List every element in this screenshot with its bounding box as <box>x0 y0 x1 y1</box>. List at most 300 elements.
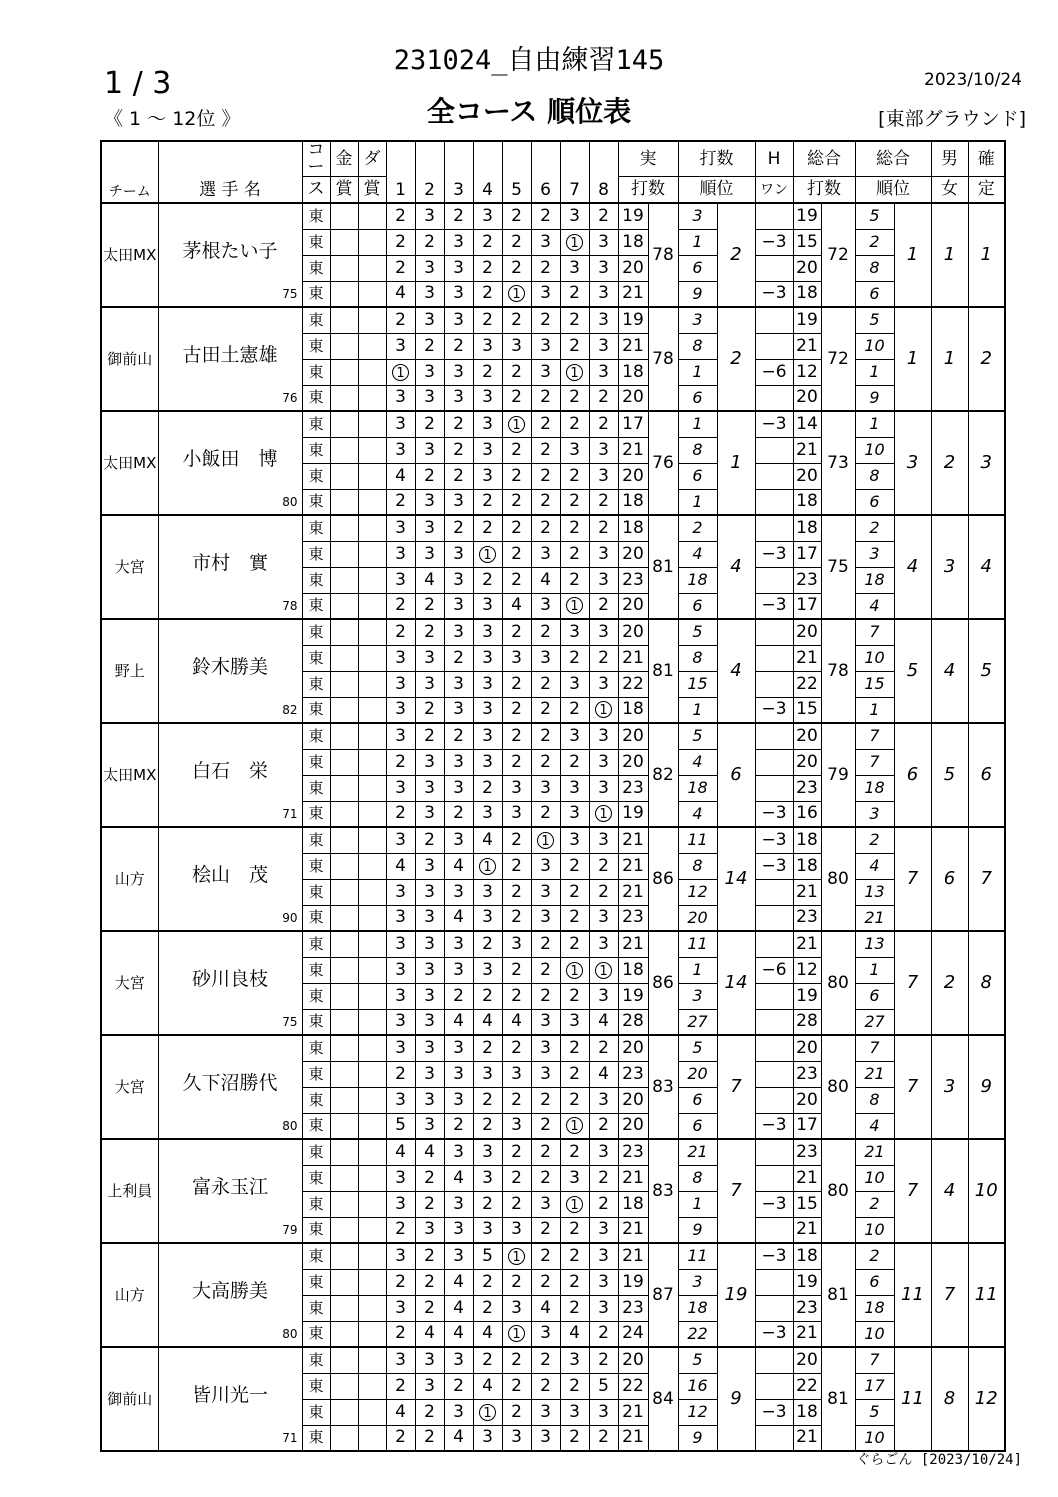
net-score: 23 <box>793 775 821 801</box>
hole-score-value: 2 <box>569 647 580 668</box>
hole-score-value: 2 <box>511 387 522 408</box>
hole-score <box>386 1321 415 1347</box>
hole-score <box>473 827 502 853</box>
hole-score-value: 2 <box>424 1297 435 1318</box>
team-name: 野上 <box>101 619 158 723</box>
hole-score-value: 3 <box>453 673 464 694</box>
hole-score <box>589 801 618 827</box>
actual-strokes: 86 <box>648 931 678 1035</box>
hole-score-value: 3 <box>598 543 609 564</box>
hole-in-one-bonus <box>755 1139 793 1165</box>
hole-score-value: 3 <box>395 569 406 590</box>
da-award-cell <box>358 1009 386 1035</box>
stroke-rank: 2 <box>717 307 755 411</box>
hole-score-value: 4 <box>395 855 406 876</box>
hole-score <box>473 1139 502 1165</box>
gold-award-cell <box>330 1243 358 1269</box>
da-award-cell <box>358 697 386 723</box>
da-award-cell <box>358 1295 386 1321</box>
hole-score <box>444 983 473 1009</box>
hole-score-value: 4 <box>453 1323 464 1344</box>
hole-score <box>531 359 560 385</box>
net-rank: 4 <box>855 1113 894 1139</box>
hole-score <box>560 359 589 385</box>
round-rank: 3 <box>678 1269 717 1295</box>
col-strokes-top: 打数 <box>678 141 755 177</box>
hole-score <box>386 1087 415 1113</box>
hole-score-value: 3 <box>395 439 406 460</box>
col-hole-1: 1 <box>386 141 415 203</box>
net-rank: 2 <box>855 1191 894 1217</box>
net-rank: 7 <box>855 1347 894 1373</box>
hole-score-value: 3 <box>540 907 551 928</box>
hole-score-value: 3 <box>540 231 551 252</box>
hole-score <box>386 1139 415 1165</box>
hole-score <box>502 255 531 281</box>
table-row <box>101 307 1005 333</box>
hole-score-value: 3 <box>453 829 464 850</box>
hole-score <box>386 1061 415 1087</box>
player-name-text: 古田土憲雄 <box>182 343 278 366</box>
hole-score-value: 3 <box>540 335 551 356</box>
hole-in-one-bonus: −3 <box>755 1113 793 1139</box>
hole-score <box>473 1191 502 1217</box>
course-cell: 東 <box>302 307 330 333</box>
net-rank: 18 <box>855 567 894 593</box>
net-rank: 6 <box>855 489 894 515</box>
net-score: 21 <box>793 1165 821 1191</box>
hole-score-value: 2 <box>569 309 580 330</box>
hole-score-value: 3 <box>482 1167 493 1188</box>
total-rank: 11 <box>894 1347 931 1451</box>
hole-score-value: 3 <box>540 1323 551 1344</box>
gold-award-cell <box>330 541 358 567</box>
hole-in-one-mark: 1 <box>479 1404 496 1421</box>
total-strokes: 75 <box>821 515 855 619</box>
hole-score-value: 3 <box>540 543 551 564</box>
da-award-cell <box>358 1373 386 1399</box>
hole-score-value: 3 <box>424 361 435 382</box>
actual-strokes: 86 <box>648 827 678 931</box>
hole-score-value: 3 <box>598 465 609 486</box>
hole-score-value: 2 <box>540 959 551 980</box>
gold-award-cell <box>330 1217 358 1243</box>
hole-score-value: 3 <box>482 881 493 902</box>
hole-score <box>444 1269 473 1295</box>
hole-in-one-mark: 1 <box>595 701 612 718</box>
player-age: 90 <box>282 911 298 925</box>
hole-score <box>444 749 473 775</box>
hole-score <box>531 671 560 697</box>
round-rank: 22 <box>678 1321 717 1347</box>
total-rank: 1 <box>894 203 931 307</box>
net-score: 20 <box>793 1347 821 1373</box>
hole-score-value: 3 <box>424 907 435 928</box>
hole-score <box>589 827 618 853</box>
hole-score-value: 2 <box>511 881 522 902</box>
round-rank: 1 <box>678 359 717 385</box>
hole-score <box>589 1373 618 1399</box>
hole-score-value: 2 <box>511 465 522 486</box>
hole-score-value: 3 <box>424 933 435 954</box>
hole-score <box>415 1113 444 1139</box>
hole-score-value: 5 <box>395 1115 406 1136</box>
hole-score-value: 3 <box>424 855 435 876</box>
hole-in-one-bonus: −3 <box>755 1321 793 1347</box>
hole-score-value: 3 <box>424 985 435 1006</box>
hole-score <box>386 307 415 333</box>
gold-award-cell <box>330 1087 358 1113</box>
hole-score <box>502 1035 531 1061</box>
hole-score <box>589 1347 618 1373</box>
hole-score-value: 2 <box>569 491 580 512</box>
col-da-bot: 賞 <box>358 177 386 204</box>
course-cell: 東 <box>302 1191 330 1217</box>
hole-score-value: 5 <box>598 1375 609 1396</box>
hole-in-one-bonus <box>755 1347 793 1373</box>
hole-score <box>560 515 589 541</box>
hole-score-value: 3 <box>511 803 522 824</box>
round-sum: 18 <box>618 515 648 541</box>
da-award-cell <box>358 1035 386 1061</box>
hole-score-value: 3 <box>424 777 435 798</box>
hole-score-value: 2 <box>482 309 493 330</box>
hole-score-value: 3 <box>540 1427 551 1448</box>
hole-score-value: 3 <box>482 465 493 486</box>
net-score: 20 <box>793 1035 821 1061</box>
team-name: 大宮 <box>101 1035 158 1139</box>
hole-in-one-bonus <box>755 905 793 931</box>
hole-score <box>531 645 560 671</box>
hole-in-one-mark: 1 <box>508 285 525 302</box>
player-name <box>158 307 302 411</box>
da-award-cell <box>358 723 386 749</box>
hole-score-value: 3 <box>395 1167 406 1188</box>
hole-in-one-bonus <box>755 567 793 593</box>
round-rank: 8 <box>678 853 717 879</box>
hole-score <box>444 879 473 905</box>
hole-score-value: 2 <box>511 907 522 928</box>
hole-score-value: 3 <box>598 933 609 954</box>
hole-score-value: 2 <box>453 1375 464 1396</box>
hole-score-value: 4 <box>511 595 522 616</box>
hole-score-value: 2 <box>453 465 464 486</box>
hole-score-value: 3 <box>424 517 435 538</box>
net-rank: 4 <box>855 853 894 879</box>
net-score: 21 <box>793 879 821 905</box>
hole-score <box>560 957 589 983</box>
hole-score-value: 3 <box>395 1011 406 1032</box>
gold-award-cell <box>330 489 358 515</box>
hole-score-value: 4 <box>395 1141 406 1162</box>
hole-score-value: 2 <box>511 257 522 278</box>
round-sum: 20 <box>618 749 648 775</box>
player-age: 80 <box>282 495 298 509</box>
hole-score <box>531 1061 560 1087</box>
course-cell: 東 <box>302 1087 330 1113</box>
hole-score <box>386 281 415 307</box>
hole-score-value: 2 <box>424 621 435 642</box>
hole-score-value: 2 <box>453 803 464 824</box>
net-score: 18 <box>793 1243 821 1269</box>
hole-score-value: 2 <box>395 595 406 616</box>
net-score: 23 <box>793 905 821 931</box>
hole-score <box>386 229 415 255</box>
round-rank: 18 <box>678 775 717 801</box>
hole-score-value: 2 <box>569 387 580 408</box>
hole-score <box>473 229 502 255</box>
player-name-text: 小飯田 博 <box>182 447 278 470</box>
hole-score-value: 2 <box>598 881 609 902</box>
hole-score <box>386 749 415 775</box>
hole-score-value: 2 <box>569 933 580 954</box>
hole-score-value: 3 <box>424 1349 435 1370</box>
hole-score <box>531 333 560 359</box>
round-sum: 18 <box>618 489 648 515</box>
round-rank: 3 <box>678 983 717 1009</box>
hole-score-value: 2 <box>511 543 522 564</box>
hole-score-value: 2 <box>511 673 522 694</box>
hole-score <box>386 333 415 359</box>
course-cell: 東 <box>302 879 330 905</box>
table-row <box>101 827 1005 853</box>
hole-score <box>386 619 415 645</box>
net-rank: 7 <box>855 619 894 645</box>
col-totalrank-bot: 順位 <box>855 177 931 204</box>
hole-score <box>415 1321 444 1347</box>
col-strokes-bot: 順位 <box>678 177 755 204</box>
hole-score-value: 2 <box>511 751 522 772</box>
hole-score <box>560 1399 589 1425</box>
hole-score-value: 2 <box>395 1375 406 1396</box>
net-score: 15 <box>793 697 821 723</box>
hole-score <box>444 853 473 879</box>
round-rank: 11 <box>678 931 717 957</box>
hole-score <box>589 567 618 593</box>
hole-score <box>386 1009 415 1035</box>
hole-in-one-bonus: −3 <box>755 801 793 827</box>
net-score: 17 <box>793 1113 821 1139</box>
col-da-top: ダ <box>358 141 386 177</box>
round-sum: 23 <box>618 1061 648 1087</box>
course-cell: 東 <box>302 541 330 567</box>
hole-score <box>560 1243 589 1269</box>
hole-score-value: 2 <box>540 803 551 824</box>
hole-score-value: 3 <box>482 439 493 460</box>
hole-score <box>502 281 531 307</box>
table-header <box>101 141 1005 203</box>
hole-score-value: 3 <box>482 751 493 772</box>
team-name: 太田MX <box>101 723 158 827</box>
gender-rank: 1 <box>931 203 968 307</box>
col-hole-4: 4 <box>473 141 502 203</box>
hole-score <box>531 983 560 1009</box>
course-cell: 東 <box>302 931 330 957</box>
net-rank: 27 <box>855 1009 894 1035</box>
hole-score <box>560 1347 589 1373</box>
hole-score-value: 3 <box>424 803 435 824</box>
hole-score <box>589 333 618 359</box>
net-rank: 17 <box>855 1373 894 1399</box>
hole-score-value: 3 <box>598 725 609 746</box>
hole-score-value: 3 <box>453 1089 464 1110</box>
hole-score-value: 3 <box>453 1063 464 1084</box>
hole-score <box>415 905 444 931</box>
total-rank: 6 <box>894 723 931 827</box>
hole-score-value: 3 <box>540 777 551 798</box>
hole-score-value: 3 <box>453 1193 464 1214</box>
hole-score-value: 2 <box>569 1141 580 1162</box>
hole-score-value: 3 <box>453 361 464 382</box>
hole-score <box>560 281 589 307</box>
hole-score <box>589 983 618 1009</box>
hole-score-value: 2 <box>482 1349 493 1370</box>
hole-score <box>531 437 560 463</box>
hole-in-one-bonus <box>755 879 793 905</box>
hole-score-value: 3 <box>453 257 464 278</box>
net-rank: 6 <box>855 983 894 1009</box>
hole-score-value: 3 <box>453 699 464 720</box>
hole-score <box>386 1165 415 1191</box>
hole-score-value: 3 <box>482 1141 493 1162</box>
net-score: 23 <box>793 1295 821 1321</box>
hole-score <box>531 203 560 229</box>
hole-score <box>444 1347 473 1373</box>
hole-score-value: 3 <box>569 725 580 746</box>
hole-score-value: 3 <box>453 777 464 798</box>
round-rank: 1 <box>678 697 717 723</box>
hole-score-value: 2 <box>540 751 551 772</box>
round-sum: 18 <box>618 359 648 385</box>
hole-score-value: 3 <box>598 257 609 278</box>
net-score: 18 <box>793 1399 821 1425</box>
course-cell: 東 <box>302 1113 330 1139</box>
hole-score-value: 2 <box>453 439 464 460</box>
hole-score-value: 2 <box>511 855 522 876</box>
team-name: 山方 <box>101 1243 158 1347</box>
net-rank: 21 <box>855 905 894 931</box>
col-actual-bot: 打数 <box>618 177 678 204</box>
hole-score-value: 4 <box>598 1063 609 1084</box>
round-rank: 11 <box>678 1243 717 1269</box>
hole-score <box>444 1399 473 1425</box>
hole-score-value: 2 <box>482 1271 493 1292</box>
hole-score-value: 3 <box>424 309 435 330</box>
hole-in-one-mark: 1 <box>566 962 583 979</box>
hole-score-value: 3 <box>453 543 464 564</box>
hole-score <box>589 1321 618 1347</box>
hole-score-value: 2 <box>569 699 580 720</box>
gold-award-cell <box>330 1321 358 1347</box>
player-age: 75 <box>282 287 298 301</box>
hole-score <box>444 1373 473 1399</box>
hole-score <box>415 463 444 489</box>
net-score: 23 <box>793 1061 821 1087</box>
hole-score <box>560 1295 589 1321</box>
hole-score-value: 3 <box>511 1115 522 1136</box>
gold-award-cell <box>330 307 358 333</box>
col-total-bot: 打数 <box>793 177 855 204</box>
hole-score <box>560 983 589 1009</box>
hole-score <box>415 775 444 801</box>
round-rank: 18 <box>678 567 717 593</box>
course-cell: 東 <box>302 1373 330 1399</box>
hole-score <box>531 385 560 411</box>
hole-score <box>589 1191 618 1217</box>
net-rank: 18 <box>855 775 894 801</box>
hole-score-value: 2 <box>482 569 493 590</box>
hole-score-value: 4 <box>482 1375 493 1396</box>
net-score: 14 <box>793 411 821 437</box>
final-rank: 11 <box>968 1243 1005 1347</box>
hole-score-value: 2 <box>569 335 580 356</box>
hole-score <box>502 1243 531 1269</box>
hole-score <box>473 515 502 541</box>
hole-score <box>444 203 473 229</box>
hole-score <box>502 1165 531 1191</box>
hole-score <box>386 775 415 801</box>
net-rank: 13 <box>855 931 894 957</box>
hole-score <box>531 1243 560 1269</box>
hole-score <box>473 411 502 437</box>
hole-score-value: 3 <box>453 231 464 252</box>
hole-in-one-bonus: −3 <box>755 1399 793 1425</box>
hole-score-value: 2 <box>424 413 435 434</box>
hole-score-value: 2 <box>395 621 406 642</box>
hole-score <box>531 1009 560 1035</box>
hole-score <box>502 1425 531 1451</box>
hole-score-value: 2 <box>424 829 435 850</box>
total-rank: 7 <box>894 931 931 1035</box>
total-strokes: 80 <box>821 1139 855 1243</box>
hole-score <box>444 905 473 931</box>
hole-score-value: 3 <box>453 283 464 304</box>
hole-score-value: 3 <box>424 1375 435 1396</box>
hole-score <box>502 619 531 645</box>
round-rank: 6 <box>678 593 717 619</box>
hole-in-one-bonus <box>755 1425 793 1451</box>
hole-score <box>560 203 589 229</box>
hole-score-value: 3 <box>395 1349 406 1370</box>
hole-score-value: 3 <box>482 673 493 694</box>
round-sum: 20 <box>618 255 648 281</box>
hole-score-value: 2 <box>395 1219 406 1240</box>
hole-score <box>502 593 531 619</box>
da-award-cell <box>358 1347 386 1373</box>
hole-in-one-mark: 1 <box>566 364 583 381</box>
hole-score-value: 3 <box>540 1011 551 1032</box>
hole-score <box>589 1165 618 1191</box>
gold-award-cell <box>330 801 358 827</box>
hole-score-value: 2 <box>511 309 522 330</box>
stroke-rank: 7 <box>717 1139 755 1243</box>
hole-score-value: 2 <box>540 933 551 954</box>
hole-score <box>444 307 473 333</box>
team-name: 御前山 <box>101 307 158 411</box>
actual-strokes: 81 <box>648 619 678 723</box>
hole-score <box>531 411 560 437</box>
hole-score-value: 3 <box>540 1037 551 1058</box>
hole-score-value: 3 <box>424 1011 435 1032</box>
hole-score-value: 2 <box>395 309 406 330</box>
hole-score <box>386 255 415 281</box>
hole-score <box>560 1113 589 1139</box>
hole-score-value: 2 <box>453 1115 464 1136</box>
hole-score-value: 3 <box>482 621 493 642</box>
hole-score-value: 3 <box>424 959 435 980</box>
round-rank: 20 <box>678 1061 717 1087</box>
course-cell: 東 <box>302 1295 330 1321</box>
